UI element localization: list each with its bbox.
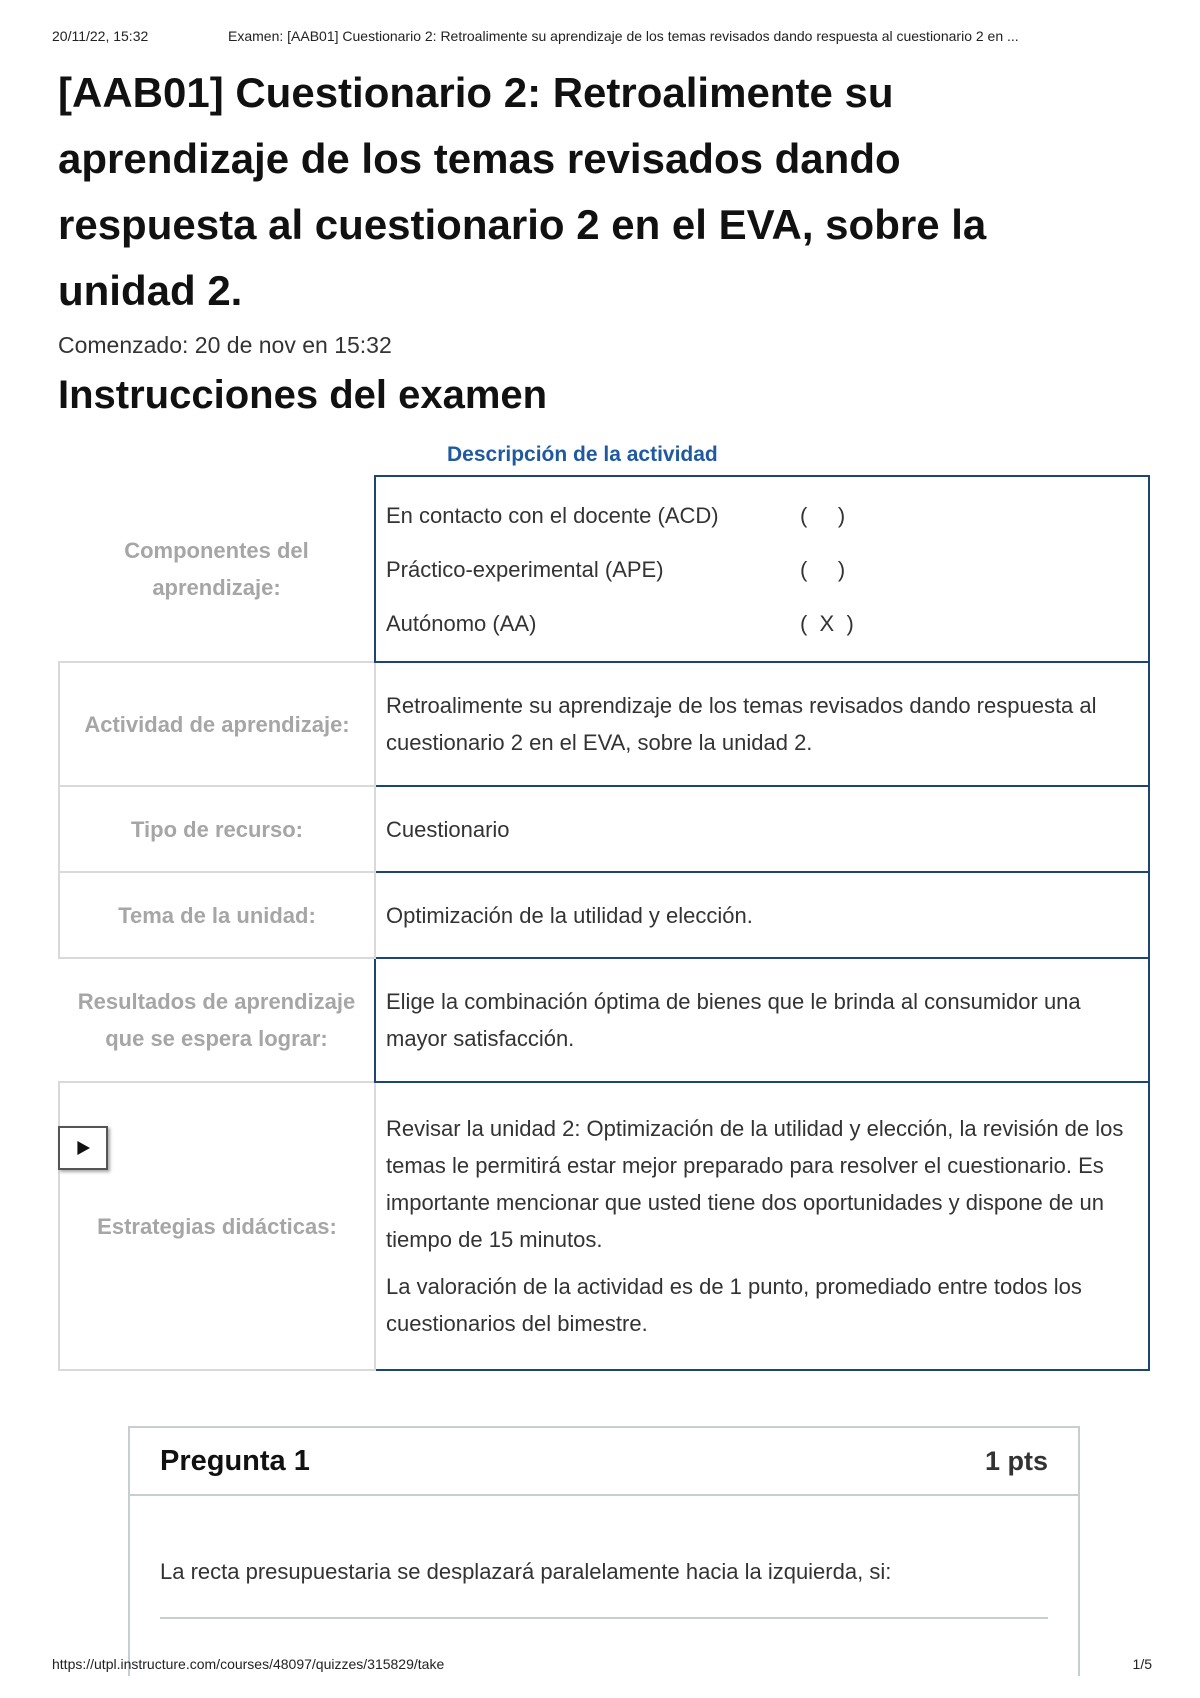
table-row xyxy=(59,872,1149,958)
table-row xyxy=(59,662,1149,786)
table-row xyxy=(59,786,1149,872)
divider xyxy=(160,1617,1048,1619)
component-mark: ( X ) xyxy=(800,610,854,636)
component-item xyxy=(386,488,1138,542)
component-name: En contacto con el docente (ACD) xyxy=(386,502,719,528)
activity-value: Retroalimente su aprendizaje de los temas revisados dando respuesta al cuestionario 2 en el EVA, sobre la unidad 2. xyxy=(375,662,1149,786)
learning-outcomes-label: Resultados de aprendizaje que se espera lograr: xyxy=(77,989,356,1051)
activity-label: Actividad de aprendizaje: xyxy=(59,662,375,786)
table-row xyxy=(59,958,1149,1082)
learning-outcomes-value: Elige la combinación óptima de bienes que le brinda al consumidor una mayor satisfacción. xyxy=(375,958,1149,1082)
components-cell xyxy=(375,476,1149,662)
question-text: La recta presupuestaria se desplazará paralelamente hacia la izquierda, si: xyxy=(160,1559,892,1584)
play-button[interactable] xyxy=(58,1126,108,1170)
strategies-paragraph: Revisar la unidad 2: Optimización de la utilidad y elección, la revisión de los temas le permitirá estar mejor preparado para resolver el cuestionario. Es importante mencionar que usted tiene dos oportunidades y dispone de un tiempo de 15 minutos. xyxy=(386,1116,1124,1252)
question-points: 1 pts xyxy=(984,1445,1048,1476)
components-label: Componentes del aprendizaje: xyxy=(124,537,309,600)
print-date: 20/11/22, 15:32 xyxy=(52,28,149,44)
question-title: Pregunta 1 xyxy=(160,1444,310,1477)
play-icon xyxy=(76,1141,90,1155)
unit-topic-label: Tema de la unidad: xyxy=(59,872,375,958)
component-name: Práctico-experimental (APE) xyxy=(386,556,664,582)
started-timestamp: Comenzado: 20 de nov en 15:32 xyxy=(58,332,392,358)
page-number: 1/5 xyxy=(1132,1656,1152,1672)
component-mark: ( ) xyxy=(800,502,846,528)
print-url: https://utpl.instructure.com/courses/48097/quizzes/315829/take xyxy=(52,1656,445,1672)
component-item xyxy=(386,596,1138,650)
component-mark: ( ) xyxy=(800,556,846,582)
instructions-heading: Instrucciones del examen xyxy=(58,373,548,417)
quiz-title: [AAB01] Cuestionario 2: Retroalimente su aprendizaje de los temas revisados dando respuesta al cuestionario 2 en el EVA, sobre la unidad 2. xyxy=(58,69,987,314)
component-name: Autónomo (AA) xyxy=(386,610,537,636)
table-row xyxy=(59,1082,1149,1370)
print-footer xyxy=(52,1656,1152,1672)
question-card xyxy=(128,1426,1080,1676)
strategies-paragraph: La valoración de la actividad es de 1 punto, promediado entre todos los cuestionarios del bimestre. xyxy=(386,1274,1082,1336)
activity-caption: Descripción de la actividad xyxy=(447,443,718,466)
strategies-value xyxy=(375,1082,1149,1370)
question-header xyxy=(130,1428,1078,1496)
activity-description-table xyxy=(58,475,1150,1371)
unit-topic-value: Optimización de la utilidad y elección. xyxy=(375,872,1149,958)
table-row xyxy=(59,476,1149,662)
component-item xyxy=(386,542,1138,596)
strategies-label: Estrategias didácticas: xyxy=(59,1082,375,1370)
resource-type-value: Cuestionario xyxy=(375,786,1149,872)
resource-type-label: Tipo de recurso: xyxy=(59,786,375,872)
print-document-title: Examen: [AAB01] Cuestionario 2: Retroalimente su aprendizaje de los temas revisados dando respuesta al cuestionario 2 en ... xyxy=(228,28,1019,44)
